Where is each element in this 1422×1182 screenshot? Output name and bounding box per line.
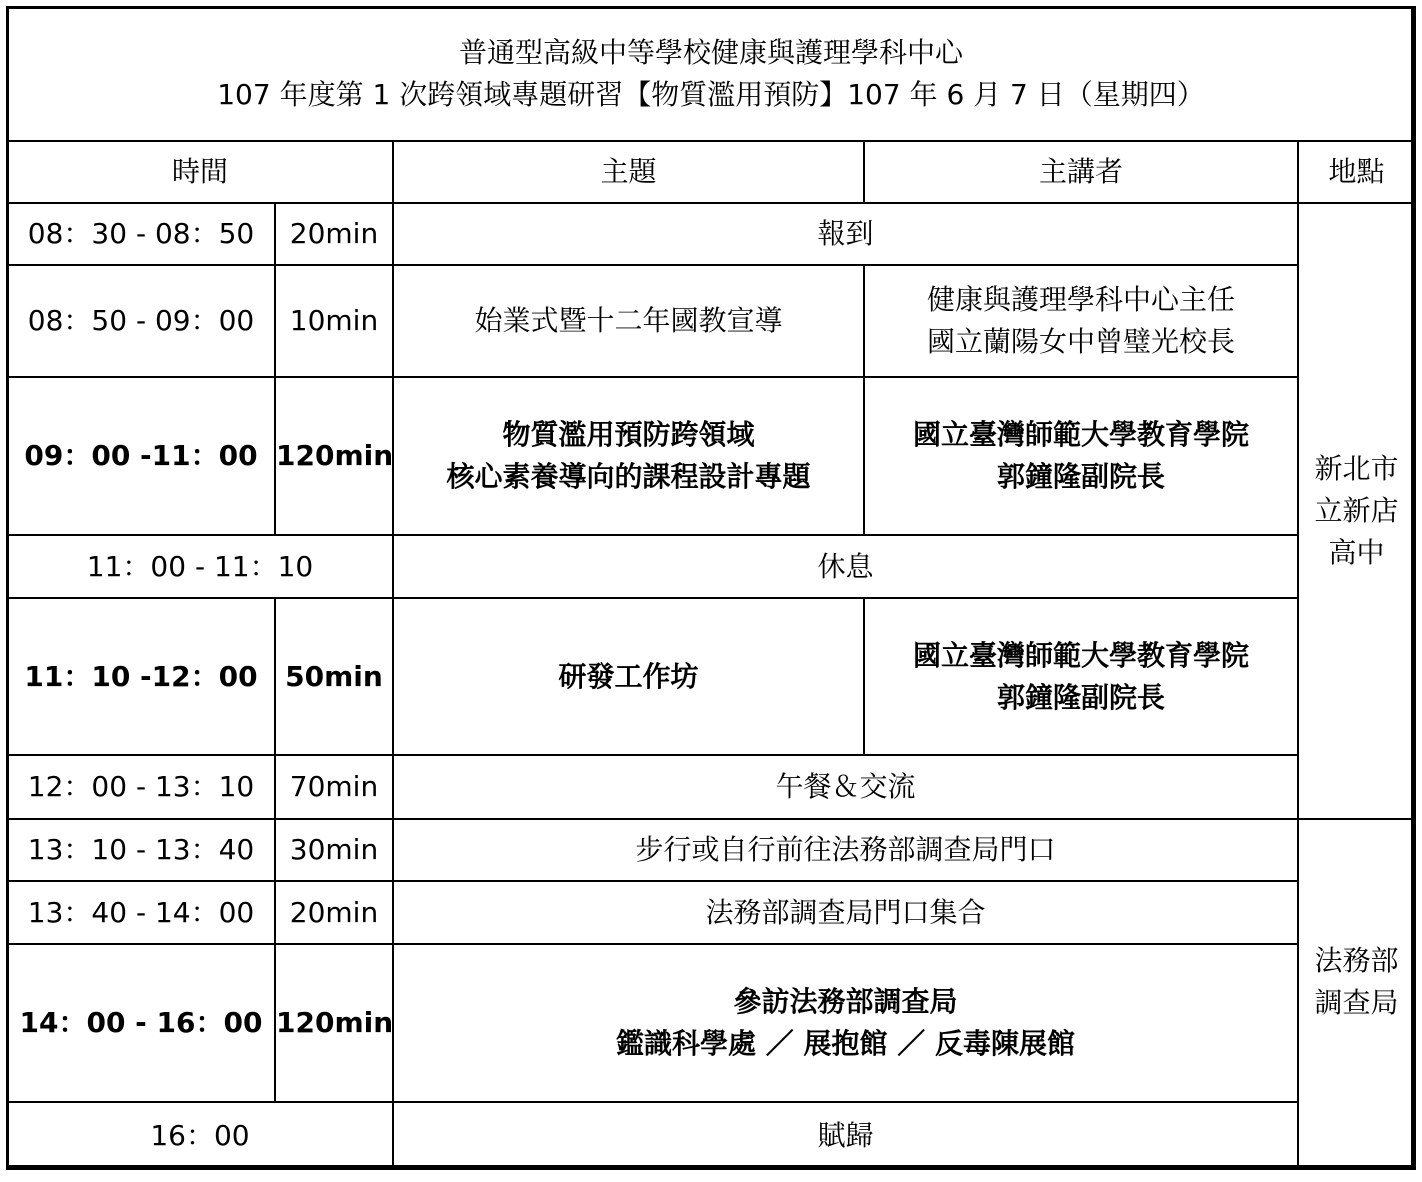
column-header-topic: 主題 <box>393 141 864 203</box>
topic-line: 核心素養導向的課程設計專題 <box>446 460 811 493</box>
time-cell: 08：30 - 08：50 <box>7 203 275 265</box>
duration-cell: 10min <box>275 265 393 377</box>
time-cell: 08：50 - 09：00 <box>7 265 275 377</box>
duration-cell: 70min <box>275 755 393 819</box>
location-line: 法務部 <box>1314 944 1399 977</box>
topic-cell: 報到 <box>393 203 1298 265</box>
location-line: 新北市 <box>1314 452 1399 485</box>
topic-line: 參訪法務部調查局 <box>733 985 958 1018</box>
topic-line: 鑑識科學處 ／ 展抱館 ／ 反毒陳展館 <box>616 1027 1075 1060</box>
time-cell: 16：00 <box>7 1102 393 1169</box>
speaker-line: 國立臺灣師範大學教育學院 <box>912 418 1249 451</box>
duration-cell: 30min <box>275 819 393 881</box>
duration-cell: 120min <box>275 944 393 1102</box>
speaker-line: 國立蘭陽女中曾璧光校長 <box>926 325 1235 358</box>
topic-cell: 法務部調查局門口集合 <box>393 881 1298 944</box>
column-header-speaker: 主講者 <box>864 141 1298 203</box>
location-line: 高中 <box>1328 536 1385 569</box>
title-line-2: 107 年度第 1 次跨領域專題研習【物質濫用預防】107 年 6 月 7 日（星期四） <box>217 78 1205 111</box>
duration-cell: 120min <box>275 377 393 535</box>
topic-line: 物質濫用預防跨領域 <box>502 418 755 451</box>
topic-cell: 研發工作坊 <box>393 598 864 755</box>
duration-cell: 20min <box>275 881 393 944</box>
topic-cell: 休息 <box>393 535 1298 598</box>
speaker-line: 郭鐘隆副院長 <box>996 680 1165 714</box>
location-line: 立新店 <box>1314 494 1399 527</box>
column-header-location: 地點 <box>1298 141 1415 203</box>
topic-cell: 賦歸 <box>393 1102 1298 1169</box>
speaker-line: 健康與護理學科中心主任 <box>926 283 1235 316</box>
time-cell: 11：10 -12：00 <box>7 598 275 755</box>
time-cell: 13：10 - 13：40 <box>7 819 275 881</box>
outer-border <box>6 6 1414 1168</box>
time-cell: 14：00 - 16：00 <box>7 944 275 1102</box>
time-cell: 13：40 - 14：00 <box>7 881 275 944</box>
time-cell: 09：00 -11：00 <box>7 377 275 535</box>
time-cell: 12：00 - 13：10 <box>7 755 275 819</box>
speaker-line: 國立臺灣師範大學教育學院 <box>912 638 1249 672</box>
topic-cell: 午餐＆交流 <box>393 755 1298 819</box>
topic-cell: 步行或自行前往法務部調查局門口 <box>393 819 1298 881</box>
column-header-time: 時間 <box>7 141 393 203</box>
speaker-line: 郭鐘隆副院長 <box>996 460 1165 493</box>
location-line: 調查局 <box>1314 986 1399 1019</box>
duration-cell: 50min <box>275 598 393 755</box>
time-cell: 11：00 - 11：10 <box>7 535 393 598</box>
topic-cell: 始業式暨十二年國教宣導 <box>393 265 864 377</box>
title-line-1: 普通型高級中等學校健康與護理學科中心 <box>459 36 964 69</box>
duration-cell: 20min <box>275 203 393 265</box>
